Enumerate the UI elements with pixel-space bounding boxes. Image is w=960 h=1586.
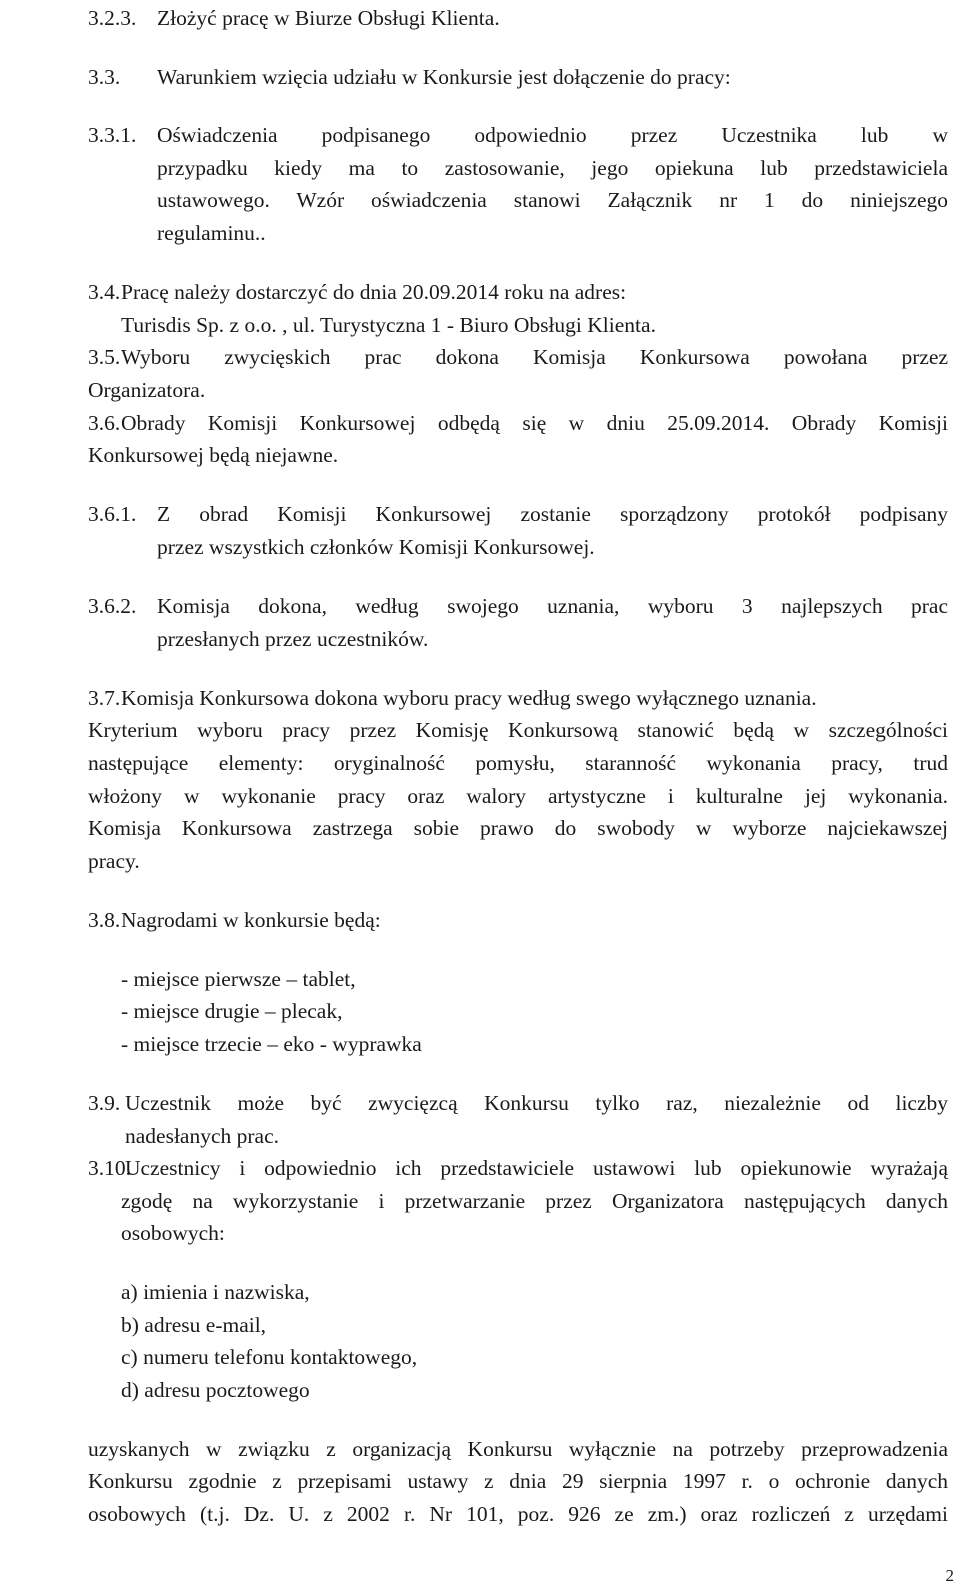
text-line: Uczestnicy i odpowiednio ich przedstawiciele ustawowi lub opiekunowie wyrażają xyxy=(125,1156,948,1180)
text-line: Nagrodami w konkursie będą: xyxy=(121,908,381,932)
text-line: Organizatora. xyxy=(88,378,206,402)
text-line: uzyskanych w związku z organizacją Konkursu wyłącznie na potrzeby przeprowadzenia xyxy=(88,1437,948,1461)
text-line: Uczestnik może być zwycięzcą Konkursu tylko raz, niezależnie od liczby xyxy=(125,1091,948,1115)
text-line: ustawowego. Wzór oświadczenia stanowi Załącznik nr 1 do niniejszego xyxy=(157,188,948,212)
text-line: przez wszystkich członków Komisji Konkursowej. xyxy=(157,535,595,559)
text-line: osobowych: xyxy=(121,1221,225,1245)
data-list-item: a) imienia i nazwiska, xyxy=(121,1280,310,1304)
prize-item: - miejsce drugie – plecak, xyxy=(121,999,343,1023)
text-line: Konkursowej będą niejawne. xyxy=(88,443,339,467)
item-number: 3.7. xyxy=(88,686,121,710)
text-line: przesłanych przez uczestników. xyxy=(157,627,429,651)
item-number: 3.3.1. xyxy=(88,123,137,147)
text-line: nadesłanych prac. xyxy=(125,1124,280,1148)
item-number: 3.6.1. xyxy=(88,502,137,526)
text-line: następujące elementy: oryginalność pomysłu, staranność wykonania pracy, trud xyxy=(88,751,948,775)
prize-item: - miejsce pierwsze – tablet, xyxy=(121,967,356,991)
text-line: Z obrad Komisji Konkursowej zostanie sporządzony protokół podpisany xyxy=(157,502,948,526)
item-number: 3.5. xyxy=(88,345,121,369)
item-number: 3.4. xyxy=(88,280,121,304)
data-list-item: c) numeru telefonu kontaktowego, xyxy=(121,1345,418,1369)
item-number: 3.2.3. xyxy=(88,6,137,30)
item-number: 3.10. xyxy=(88,1156,131,1180)
text-line: Wyboru zwycięskich prac dokona Komisja Konkursowa powołana przez xyxy=(121,345,948,369)
prize-item: - miejsce trzecie – eko - wyprawka xyxy=(121,1032,422,1056)
item-number: 3.9. xyxy=(88,1091,121,1115)
text-line: Pracę należy dostarczyć do dnia 20.09.2014 roku na adres: xyxy=(121,280,627,304)
item-number: 3.3. xyxy=(88,65,121,89)
text-line: osobowych (t.j. Dz. U. z 2002 r. Nr 101, poz. 926 ze zm.) oraz rozliczeń z urzędami xyxy=(88,1502,948,1526)
text-line: regulaminu.. xyxy=(157,221,266,245)
text-line: Kryterium wyboru pracy przez Komisję Konkursową stanowić będą w szczególności xyxy=(88,718,948,742)
text-line: pracy. xyxy=(88,849,140,873)
text-line: Złożyć pracę w Biurze Obsługi Klienta. xyxy=(157,6,500,30)
item-number: 3.8. xyxy=(88,908,121,932)
page-number: 2 xyxy=(945,1566,954,1585)
text-line: Obrady Komisji Konkursowej odbędą się w dniu 25.09.2014. Obrady Komisji xyxy=(121,411,948,435)
data-list-item: d) adresu pocztowego xyxy=(121,1378,310,1402)
text-line: Konkursu zgodnie z przepisami ustawy z dnia 29 sierpnia 1997 r. o ochronie danych xyxy=(88,1469,948,1493)
item-number: 3.6. xyxy=(88,411,121,435)
text-line: Warunkiem wzięcia udziału w Konkursie jest dołączenie do pracy: xyxy=(157,65,731,89)
text-line: Komisja Konkursowa zastrzega sobie prawo do swobody w wyborze najciekawszej xyxy=(88,816,948,840)
text-line: Komisja dokona, według swojego uznania, wyboru 3 najlepszych prac xyxy=(157,594,948,618)
item-number: 3.6.2. xyxy=(88,594,137,618)
text-line: Komisja Konkursowa dokona wyboru pracy według swego wyłącznego uznania. xyxy=(121,686,817,710)
data-list-item: b) adresu e-mail, xyxy=(121,1313,267,1337)
text-line: zgodę na wykorzystanie i przetwarzanie przez Organizatora następujących danych xyxy=(121,1189,948,1213)
text-line: Turisdis Sp. z o.o. , ul. Turystyczna 1 - Biuro Obsługi Klienta. xyxy=(121,313,656,337)
text-line: Oświadczenia podpisanego odpowiednio przez Uczestnika lub w xyxy=(157,123,948,147)
text-line: włożony w wykonanie pracy oraz walory artystyczne i kulturalne jej wykonania. xyxy=(88,784,948,808)
text-line: przypadku kiedy ma to zastosowanie, jego opiekuna lub przedstawiciela xyxy=(157,156,948,180)
